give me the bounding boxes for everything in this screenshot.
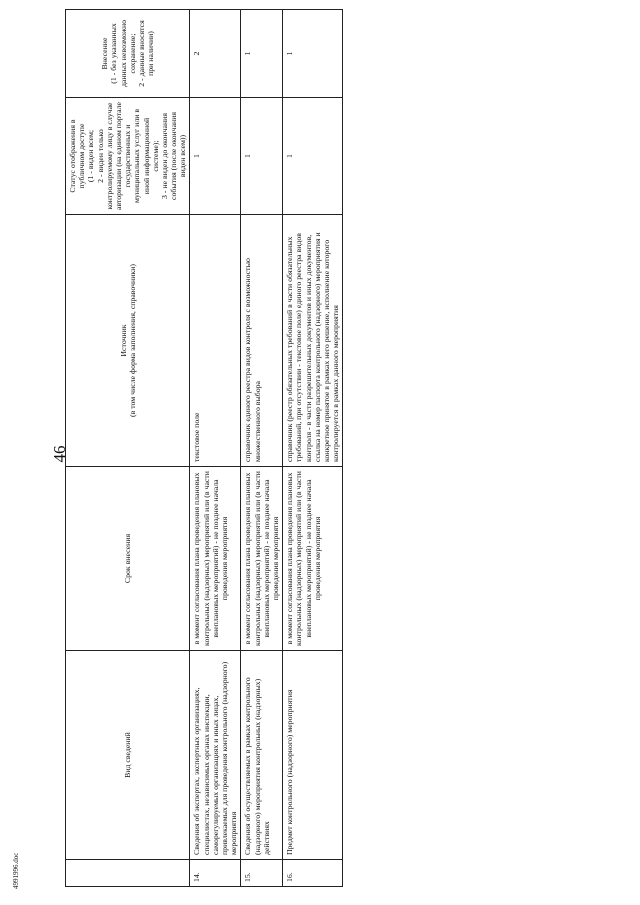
cell-number: 15. xyxy=(241,860,283,887)
table-row xyxy=(241,10,283,887)
cell-status: 1 xyxy=(283,98,343,215)
table-row xyxy=(190,10,241,887)
cell-entry: 2 xyxy=(190,10,241,98)
header-deadline: Срок внесения xyxy=(66,467,190,651)
cell-number: 14. xyxy=(190,860,241,887)
cell-deadline: в момент согласования плана проведения плановых контрольных (надзорных) мероприятий или (в части внеплановых мероприятий) - не позднее начала проведения мероприятия xyxy=(283,467,343,651)
rotated-table-wrapper xyxy=(65,19,341,887)
table-header-row xyxy=(66,10,190,887)
data-table xyxy=(65,9,343,887)
cell-kind: Сведения об экспертах, экспертных организациях, специалистах, независимых органах инспекции, саморегулируемых организациях и иных лицах, привлекаемых для проведения контрольного (надзорного) мероприятия xyxy=(190,651,241,860)
header-entry: Внесение (1 - без указанных данных невозможно сохранение; 2 - данные вносятся при наличии) xyxy=(66,10,190,98)
cell-status: 1 xyxy=(241,98,283,215)
file-code: 4991996.doc xyxy=(12,852,20,889)
header-number xyxy=(66,860,190,887)
cell-kind: Сведения об осуществляемых в рамках контрольного (надзорного) мероприятия контрольных (надзорных) действиях xyxy=(241,651,283,860)
cell-source: справочник единого реестра видов контроля с возможностью множественного выбора xyxy=(241,215,283,467)
cell-deadline: в момент согласования плана проведения плановых контрольных (надзорных) мероприятий или (в части внеплановых мероприятий) - не позднее начала проведения мероприятия xyxy=(190,467,241,651)
table-row xyxy=(283,10,343,887)
cell-source: текстовое поле xyxy=(190,215,241,467)
page-number: 46 xyxy=(50,445,69,463)
header-status: Статус отображения в публичном доступе (1 - виден всем; 2 - виден только контролируемому лицу в случае авторизации (на едином портале государственных и муниципальных услуг или в иной информационной системе); 3 - не виден до окончания события (после окончания виден всем)) xyxy=(66,98,190,215)
cell-entry: 1 xyxy=(283,10,343,98)
cell-entry: 1 xyxy=(241,10,283,98)
header-kind: Вид сведений xyxy=(66,651,190,860)
cell-status: 1 xyxy=(190,98,241,215)
cell-kind: Предмет контрольного (надзорного) мероприятия xyxy=(283,651,343,860)
cell-number: 16. xyxy=(283,860,343,887)
cell-deadline: в момент согласования плана проведения плановых контрольных (надзорных) мероприятий или (в части внеплановых мероприятий) - не позднее начала проведения мероприятия xyxy=(241,467,283,651)
cell-source: справочник (реестр обязательных требований в части обязательных требований, при отсутствии - текстовое поле) единого реестра видов контроля - в части разрешительных документов и иных документов, ссылка на номер паспорта контрольного (надзорного) мероприятия и конкретное принятое в рамках него решение, исполнение которого контролируется в рамках данного мероприятия xyxy=(283,215,343,467)
header-source: Источник (в том числе форма заполнения, справочники) xyxy=(66,215,190,467)
